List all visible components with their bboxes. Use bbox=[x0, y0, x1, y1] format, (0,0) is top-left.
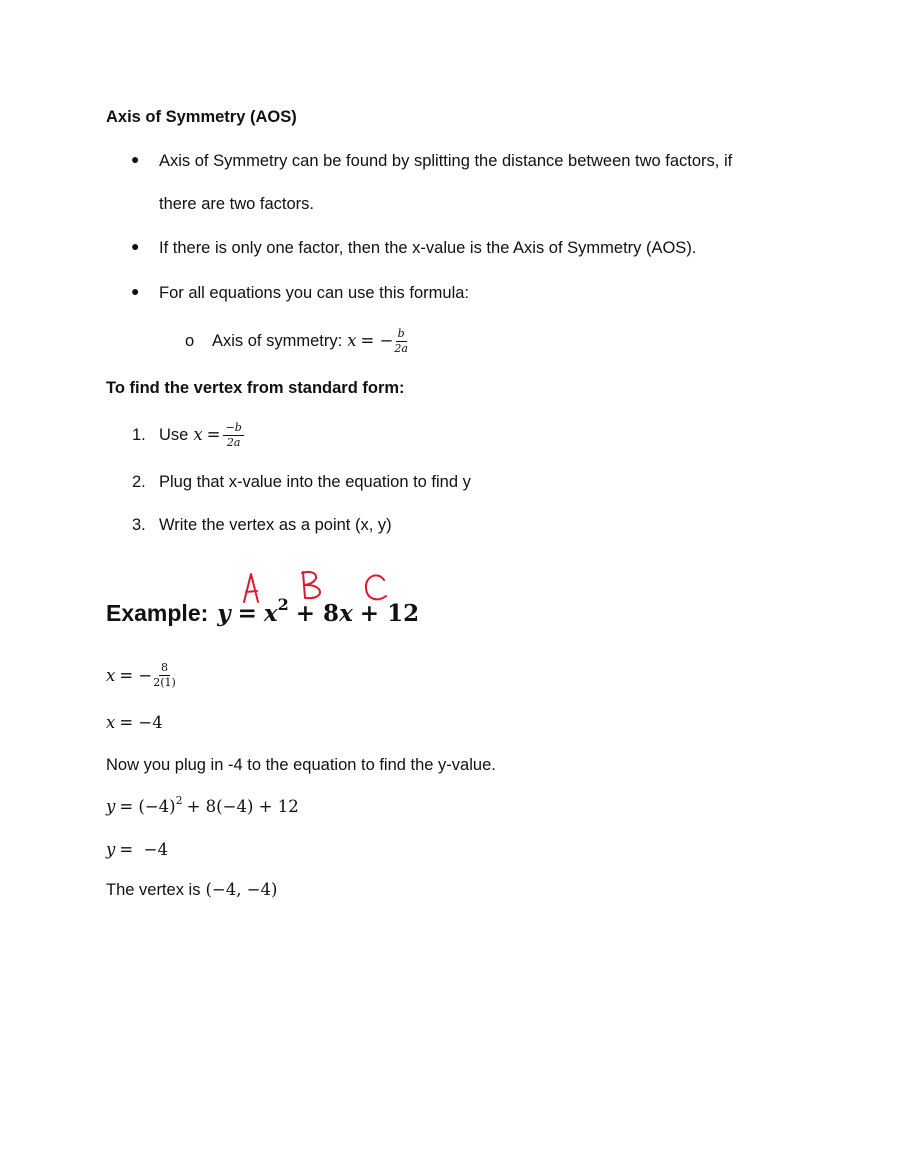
bullet-3-text: For all equations you can use this formula: bbox=[159, 284, 469, 302]
work-4-rhs-b: + 8(−4) + 12 bbox=[186, 797, 299, 816]
eq-plus-12: + 12 bbox=[359, 600, 420, 627]
eq-equals: = bbox=[237, 600, 257, 627]
aos-formula-rel: = − bbox=[360, 331, 394, 350]
fraction-numerator: 8 bbox=[161, 660, 169, 674]
example-label: Example: bbox=[106, 600, 209, 626]
example-equation-line bbox=[106, 595, 420, 627]
work-4-exponent: 2 bbox=[175, 794, 183, 807]
fraction-denominator: 2a bbox=[394, 341, 408, 355]
bullet-dot: ● bbox=[131, 283, 140, 299]
eq-exponent: 2 bbox=[277, 595, 289, 614]
work-2-rhs: = −4 bbox=[119, 713, 163, 732]
work-5-lhs: y bbox=[106, 840, 116, 859]
fraction-numerator: b bbox=[397, 326, 405, 340]
vertex-result-point: (−4, −4) bbox=[205, 880, 278, 899]
vertex-result-label: The vertex is bbox=[106, 881, 201, 899]
work-5-rhs: = −4 bbox=[119, 840, 168, 859]
work-line-1 bbox=[106, 656, 177, 694]
bullet-dot: ● bbox=[131, 238, 140, 254]
work-line-6 bbox=[106, 880, 277, 900]
bullet-1-line-2: there are two factors. bbox=[159, 195, 314, 213]
eq-x: x bbox=[339, 600, 353, 627]
work-1-fraction bbox=[153, 662, 176, 689]
step-3-text: Write the vertex as a point (x, y) bbox=[159, 516, 392, 534]
bullet-1-line-1: Axis of Symmetry can be found by splitting the distance between two factors, if bbox=[159, 152, 733, 170]
handwritten-letter-b bbox=[302, 572, 320, 598]
work-2-lhs: x bbox=[106, 713, 116, 732]
work-4-lhs: y bbox=[106, 797, 116, 816]
step-3-number: 3. bbox=[132, 516, 146, 534]
aos-formula-lhs: x bbox=[347, 331, 357, 350]
step-1-number: 1. bbox=[132, 426, 146, 444]
handwritten-letter-c bbox=[366, 575, 386, 599]
eq-y: y bbox=[217, 600, 231, 627]
step-2-number: 2. bbox=[132, 473, 146, 491]
aos-heading: Axis of Symmetry (AOS) bbox=[106, 108, 297, 126]
work-4-rhs-a: = (−4) bbox=[119, 797, 176, 816]
vertex-heading: To find the vertex from standard form: bbox=[106, 379, 405, 397]
work-1-rel: = − bbox=[119, 665, 153, 685]
work-line-3: Now you plug in -4 to the equation to find the y-value. bbox=[106, 756, 496, 774]
work-line-5 bbox=[106, 840, 168, 859]
work-line-4 bbox=[106, 794, 299, 816]
bullet-dot: ● bbox=[131, 151, 140, 167]
handwritten-letter-a bbox=[244, 574, 258, 602]
work-line-2 bbox=[106, 713, 163, 732]
step-1-text: Use bbox=[159, 426, 189, 444]
sub-bullet-marker: o bbox=[185, 332, 195, 350]
bullet-2-text: If there is only one factor, then the x-value is the Axis of Symmetry (AOS). bbox=[159, 239, 697, 257]
eq-x-squared: x bbox=[263, 600, 278, 627]
step-2-text: Plug that x-value into the equation to find y bbox=[159, 473, 471, 491]
fraction-denominator: 2a bbox=[226, 435, 241, 449]
work-1-lhs: x bbox=[106, 665, 116, 685]
eq-plus-8: + 8 bbox=[295, 600, 340, 627]
fraction-denominator: 2(1) bbox=[153, 675, 176, 689]
aos-formula-label: Axis of symmetry: bbox=[212, 332, 343, 350]
fraction-numerator: −b bbox=[225, 420, 242, 434]
step-1-rel: = bbox=[206, 425, 221, 444]
step-1-lhs: x bbox=[193, 425, 203, 444]
